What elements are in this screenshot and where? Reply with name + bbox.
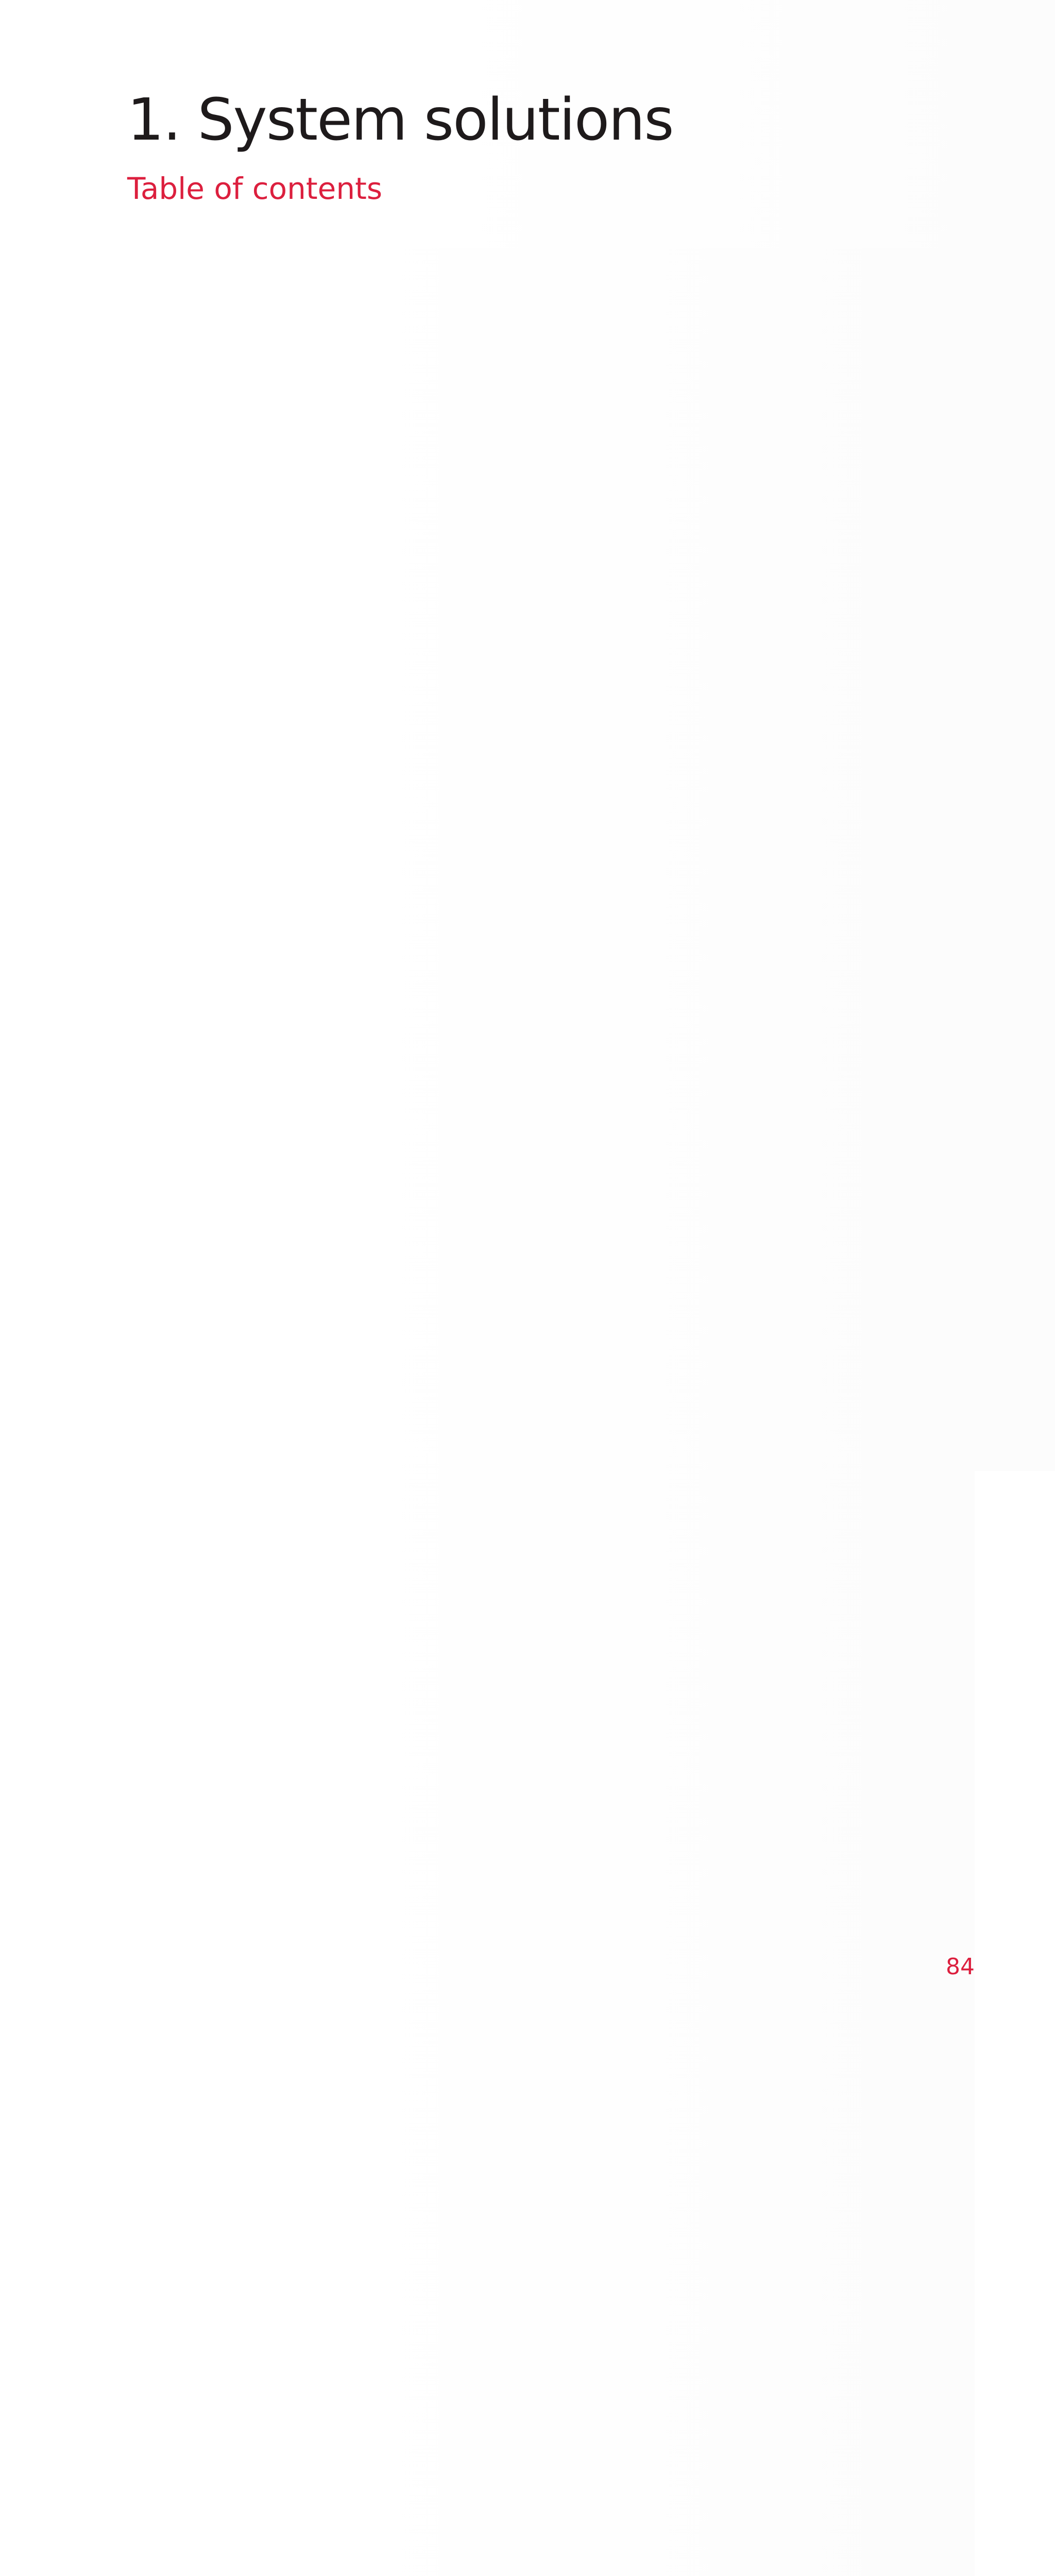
toc-page-number: 84 bbox=[0, 1231, 975, 2576]
toc-entry-1-1-4 bbox=[127, 477, 975, 502]
toc-entry-1-1-3 bbox=[127, 452, 975, 477]
toc-entry-1-2-7 bbox=[127, 698, 975, 723]
toc-section-1-6 bbox=[127, 1012, 975, 1043]
toc-entry-1-7-1 bbox=[127, 1140, 975, 1165]
toc-entry-1-2-3 bbox=[127, 599, 975, 624]
toc-section-1-8 bbox=[127, 1231, 975, 1980]
toc-entry-1-2-4 bbox=[127, 624, 975, 649]
toc-section-1-7 bbox=[127, 1109, 975, 1140]
toc-entry-1-1-1-e bbox=[127, 403, 975, 428]
toc-section-1-3 bbox=[127, 863, 975, 894]
toc-heading: Table of contents bbox=[127, 171, 383, 206]
toc-entry-1-2-11 bbox=[127, 797, 975, 822]
toc-entry-1-1-1-b bbox=[127, 329, 975, 353]
toc-entry-1-6-2 bbox=[127, 1067, 975, 1092]
toc-entry-1-6-1 bbox=[127, 1043, 975, 1067]
toc-entry-1-2-10 bbox=[127, 772, 975, 797]
toc-section-1-2 bbox=[127, 519, 975, 550]
table-of-contents bbox=[127, 248, 975, 1980]
toc-entry-1-1-1-d bbox=[127, 378, 975, 403]
toc-entry-1-7-2 bbox=[127, 1165, 975, 1190]
toc-entry-1-2-8 bbox=[127, 723, 975, 748]
toc-entry-1-2-12 bbox=[127, 822, 975, 846]
chapter-title: 1. System solutions bbox=[127, 87, 673, 154]
toc-entry-1-1-1 bbox=[127, 279, 975, 304]
toc-section-1-5 bbox=[127, 962, 975, 993]
toc-entry-1-1-1-a bbox=[127, 304, 975, 329]
toc-entry-1-7-3 bbox=[127, 1190, 975, 1214]
toc-section-1-1 bbox=[127, 248, 975, 279]
toc-entry-1-2-6 bbox=[127, 673, 975, 698]
toc-entry-1-1-1-c bbox=[127, 353, 975, 378]
toc-entry-1-2-1 bbox=[127, 550, 975, 574]
toc-entry-1-1-2 bbox=[127, 428, 975, 452]
toc-entry-1-2-2 bbox=[127, 574, 975, 599]
toc-entry-1-2-5 bbox=[127, 649, 975, 673]
toc-section-1-4 bbox=[127, 913, 975, 944]
toc-entry-1-2-9 bbox=[127, 748, 975, 772]
